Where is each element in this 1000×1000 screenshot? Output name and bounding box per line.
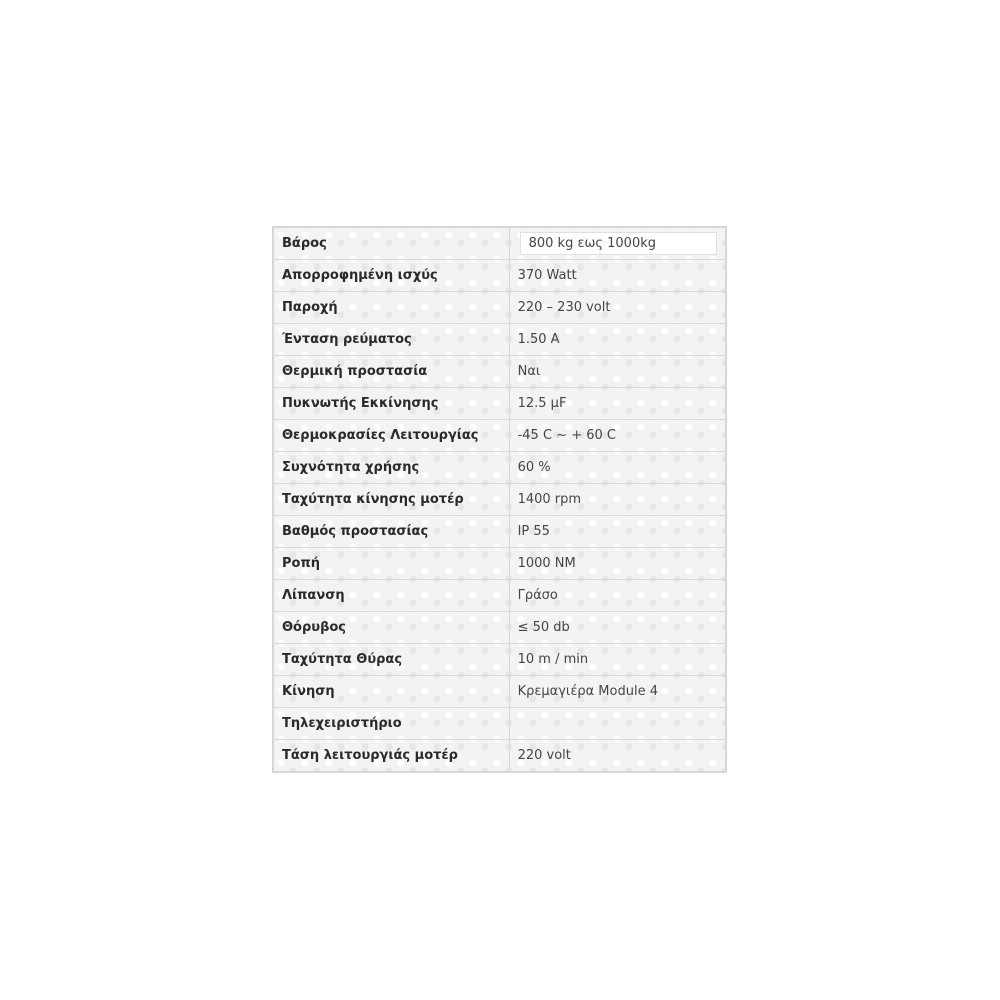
spec-value-operating-temperatures: -45 C ~ + 60 C — [509, 420, 725, 452]
table-row — [274, 484, 726, 516]
table-row — [274, 740, 726, 772]
spec-value-power: 370 Watt — [509, 260, 725, 292]
spec-label-weight: Βάρος — [274, 228, 510, 260]
spec-label-power: Απορροφημένη ισχύς — [274, 260, 510, 292]
spec-label-supply: Παροχή — [274, 292, 510, 324]
specifications-table-container — [272, 226, 727, 773]
spec-label-noise: Θόρυβος — [274, 612, 510, 644]
spec-label-lubrication: Λίπανση — [274, 580, 510, 612]
table-row — [274, 420, 726, 452]
spec-value-weight-cell — [509, 228, 725, 260]
table-row — [274, 548, 726, 580]
table-row — [274, 580, 726, 612]
table-row — [274, 708, 726, 740]
spec-label-door-speed: Ταχύτητα Θύρας — [274, 644, 510, 676]
spec-label-torque: Ροπή — [274, 548, 510, 580]
table-row — [274, 612, 726, 644]
table-row — [274, 324, 726, 356]
spec-value-protection-rating: IP 55 — [509, 516, 725, 548]
table-row — [274, 452, 726, 484]
spec-label-remote-control: Τηλεχειριστήριο — [274, 708, 510, 740]
table-row — [274, 516, 726, 548]
table-row — [274, 388, 726, 420]
spec-label-operating-temperatures: Θερμοκρασίες Λειτουργίας — [274, 420, 510, 452]
spec-value-drive: Κρεμαγιέρα Module 4 — [509, 676, 725, 708]
table-row — [274, 228, 726, 260]
table-row — [274, 260, 726, 292]
table-row — [274, 676, 726, 708]
spec-value-noise: ≤ 50 db — [509, 612, 725, 644]
spec-label-current: Ένταση ρεύματος — [274, 324, 510, 356]
spec-value-remote-control — [509, 708, 725, 740]
table-row — [274, 644, 726, 676]
spec-value-lubrication: Γράσο — [509, 580, 725, 612]
spec-label-motor-voltage: Τάση λειτουργιάς μοτέρ — [274, 740, 510, 772]
spec-value-supply: 220 – 230 volt — [509, 292, 725, 324]
spec-value-thermal-protection: Ναι — [509, 356, 725, 388]
spec-value-door-speed: 10 m / min — [509, 644, 725, 676]
spec-label-protection-rating: Βαθμός προστασίας — [274, 516, 510, 548]
spec-label-thermal-protection: Θερμική προστασία — [274, 356, 510, 388]
table-row — [274, 356, 726, 388]
spec-value-motor-speed: 1400 rpm — [509, 484, 725, 516]
spec-value-torque: 1000 NM — [509, 548, 725, 580]
spec-label-motor-speed: Ταχύτητα κίνησης μοτέρ — [274, 484, 510, 516]
spec-label-drive: Κίνηση — [274, 676, 510, 708]
spec-label-usage-frequency: Συχνότητα χρήσης — [274, 452, 510, 484]
table-row — [274, 292, 726, 324]
spec-value-current: 1.50 A — [509, 324, 725, 356]
spec-value-weight: 800 kg εως 1000kg — [520, 232, 717, 255]
spec-label-start-capacitor: Πυκνωτής Εκκίνησης — [274, 388, 510, 420]
spec-value-usage-frequency: 60 % — [509, 452, 725, 484]
spec-value-motor-voltage: 220 volt — [509, 740, 725, 772]
spec-value-start-capacitor: 12.5 μF — [509, 388, 725, 420]
specifications-table — [273, 227, 726, 772]
